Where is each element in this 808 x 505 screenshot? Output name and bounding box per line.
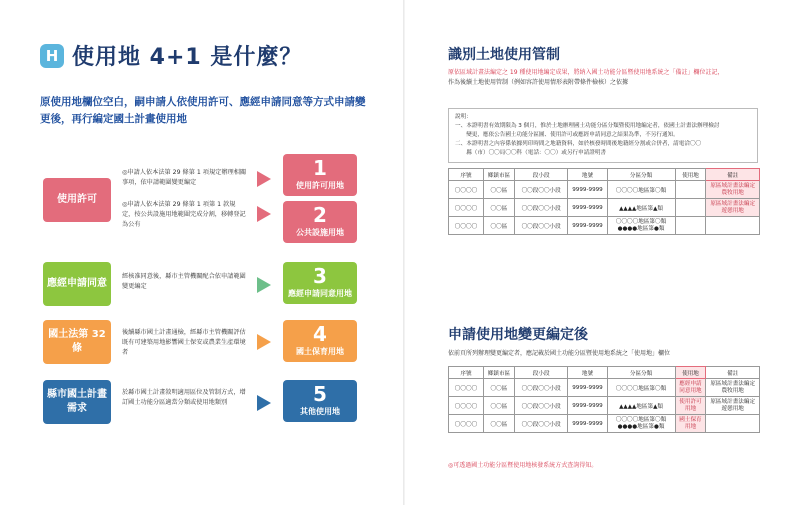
use-type-label: 國土保育用地 [296,347,344,356]
table-cell: 〇〇〇〇 [449,181,484,199]
table-header-row [449,169,760,181]
desc-item: ◎申請人依本法第 29 條第 1 項第 1 款規定，按公共設施用地範圍完成分割，移轉登記為公有 [122,201,246,228]
table-cell: 原區域計畫法編定遊憩用地 [706,397,760,415]
explanation-box [448,108,758,163]
desc-county-plan [122,388,247,410]
land-table-after [448,366,760,433]
desc-article-32 [122,328,247,360]
table-cell-use: 使用許可用地 [675,397,706,415]
arrow-right-icon [257,171,271,187]
table-row [449,181,760,199]
table-cell: 9999-9999 [568,181,607,199]
table-cell: 9999-9999 [568,397,607,415]
use-type-1-box [283,154,357,196]
table-cell: 〇〇區 [484,199,515,217]
table-cell: 〇〇〇〇 [449,199,484,217]
col-header: 備註 [706,367,760,379]
desc-item: 後續縣市國土計畫通檢，經縣市主管機關評估既有可建築用地影響國土保安或農業生產環境者 [122,329,246,356]
col-header: 分區分類 [607,169,675,181]
table-cell: 〇〇區 [484,397,515,415]
col-header: 段小段 [514,367,568,379]
red-note: 原依區域計畫法編定之 19 種使用地編定成果，將納入國土功能分區暨使用地系統之「備註」欄位註記， [448,69,724,76]
table-row [449,397,760,415]
table-row [449,199,760,217]
explain-line: 一、本證明書有效期限為 3 個月，惟於土地辦理國土功能分區分類暨使用地編定者，依國土計畫法辦理檢討 [455,123,720,129]
table-row [449,379,760,397]
use-type-label: 公共設施用地 [296,228,344,237]
table-cell: 〇〇段〇〇小段 [514,415,568,433]
desc-use-permit [122,168,247,190]
table-cell: 〇〇〇〇地區第〇類 ●●●●地區第●類 [607,217,675,235]
page-spine [403,0,405,505]
table-cell-remark: 原區域計畫法編定農牧用地 [706,181,760,199]
col-header: 段小段 [514,169,568,181]
col-header: 鄉鎮市區 [484,169,515,181]
table-cell: 〇〇〇〇地區第〇類 [607,181,675,199]
table-cell: 〇〇段〇〇小段 [514,181,568,199]
arrow-right-icon [257,334,271,350]
arrow-right-icon [257,206,271,222]
table-cell: 〇〇〇〇地區第〇類 ●●●●地區第●類 [607,415,675,433]
table-cell: ▲▲▲▲地區第▲類 [607,397,675,415]
col-header: 分區分類 [607,367,675,379]
category-article-32: 國土法第 32 條 [43,320,111,364]
col-header: 地號 [568,367,607,379]
table-cell [675,217,706,235]
explain-line: 變更，應依公告國土功能分區圖、使用許可或應經申請同意之結果為準，不另行通知。 [455,132,679,138]
col-header: 地號 [568,169,607,181]
table-cell-use: 應經申請同意用地 [675,379,706,397]
category-consent: 應經申請同意 [43,262,111,306]
use-type-2-box [283,201,357,243]
use-type-label: 應經申請同意用地 [288,289,352,298]
table-cell: 〇〇區 [484,181,515,199]
use-type-3-box [283,262,357,304]
desc-item: ◎申請人依本法第 29 條第 1 項規定辦理相關事項，依申請範圍變更編定 [122,169,247,186]
use-type-number: 4 [313,322,327,346]
use-type-number: 5 [313,382,327,406]
table-cell: 〇〇〇〇 [449,397,484,415]
table-cell: 原區域計畫法編定農牧用地 [706,379,760,397]
table-cell: 〇〇段〇〇小段 [514,379,568,397]
arrow-right-icon [257,277,271,293]
col-header: 使用地 [675,169,706,181]
page-title: 使用地 4+1 是什麼？ [72,45,303,70]
use-type-5-box [283,380,357,422]
col-header: 序號 [449,367,484,379]
table-cell [675,181,706,199]
table-row [449,415,760,433]
arrow-right-icon [257,395,271,411]
col-header: 序號 [449,169,484,181]
use-type-label: 使用許可用地 [296,181,344,190]
use-type-number: 1 [313,156,327,180]
table-cell-use: 國土保育用地 [675,415,706,433]
table-cell: 〇〇〇〇 [449,379,484,397]
section-heading-identify: 識別土地使用管制 [448,47,560,63]
table-cell [706,217,760,235]
use-type-number: 2 [313,203,327,227]
explain-line: 縣（市）〇〇局〇〇科（電話：〇〇）或另行申請證明書 [455,150,607,156]
table-cell: 〇〇〇〇地區第〇類 [607,379,675,397]
table-header-row [449,367,760,379]
footnote: ◎可透過國土功能分區暨使用地核發系統方式查詢得知。 [448,462,598,469]
desc-item: 於縣市國土計畫敘明適用區位及管制方式，增訂國土功能分區適當分類或使用地類別 [122,389,246,406]
table-cell [706,415,760,433]
table-cell: 9999-9999 [568,199,607,217]
table-cell-remark: 原區域計畫法編定遊憩用地 [706,199,760,217]
category-use-permit: 使用許可 [43,178,111,222]
col-header-remark: 備註 [706,169,760,181]
use-type-4-box [283,320,357,362]
table-row [449,217,760,235]
h-badge-icon: H [40,44,64,68]
table-cell: 〇〇區 [484,217,515,235]
sub-note-after: 依前頁所列辦理變更編定者，應記載於國土功能分區暨使用地系統之「使用地」欄位 [448,350,671,357]
table-cell: 〇〇段〇〇小段 [514,199,568,217]
col-header-use: 使用地 [675,367,706,379]
desc-item: 經核准同意後，縣市主管機關配合依申請範圍變更編定 [122,273,246,290]
table-cell [675,199,706,217]
table-cell: 〇〇區 [484,379,515,397]
title-block [40,40,302,71]
land-table-before [448,168,760,235]
table-cell: ▲▲▲▲地區第▲類 [607,199,675,217]
table-cell: 〇〇段〇〇小段 [514,397,568,415]
table-cell: 〇〇段〇〇小段 [514,217,568,235]
desc-public-facility [122,200,247,232]
desc-consent [122,272,247,294]
table-cell: 〇〇〇〇 [449,217,484,235]
category-county-plan: 縣市國土計畫需求 [43,380,111,424]
explain-label: 說明： [455,114,472,120]
sub-note: 作為後續土地使用管制（例如容許使用情形表附帶條件檢核）之依據 [448,79,629,86]
use-type-number: 3 [313,264,327,288]
explain-line: 二、本證明書之內容係依據列印時間之地籍資料，如於核發時間後地籍經分割或合併者，請電洽〇〇 [455,141,702,147]
table-cell: 9999-9999 [568,217,607,235]
table-cell: 〇〇〇〇 [449,415,484,433]
table-cell: 9999-9999 [568,379,607,397]
table-cell: 〇〇區 [484,415,515,433]
use-type-label: 其他使用地 [300,407,340,416]
table-cell: 9999-9999 [568,415,607,433]
section-heading-after: 申請使用地變更編定後 [448,327,588,343]
intro-text: 原使用地欄位空白，嗣申請人依使用許可、應經申請同意等方式申請變更後，再行編定國土計畫使用地 [40,96,366,125]
col-header: 鄉鎮市區 [484,367,515,379]
